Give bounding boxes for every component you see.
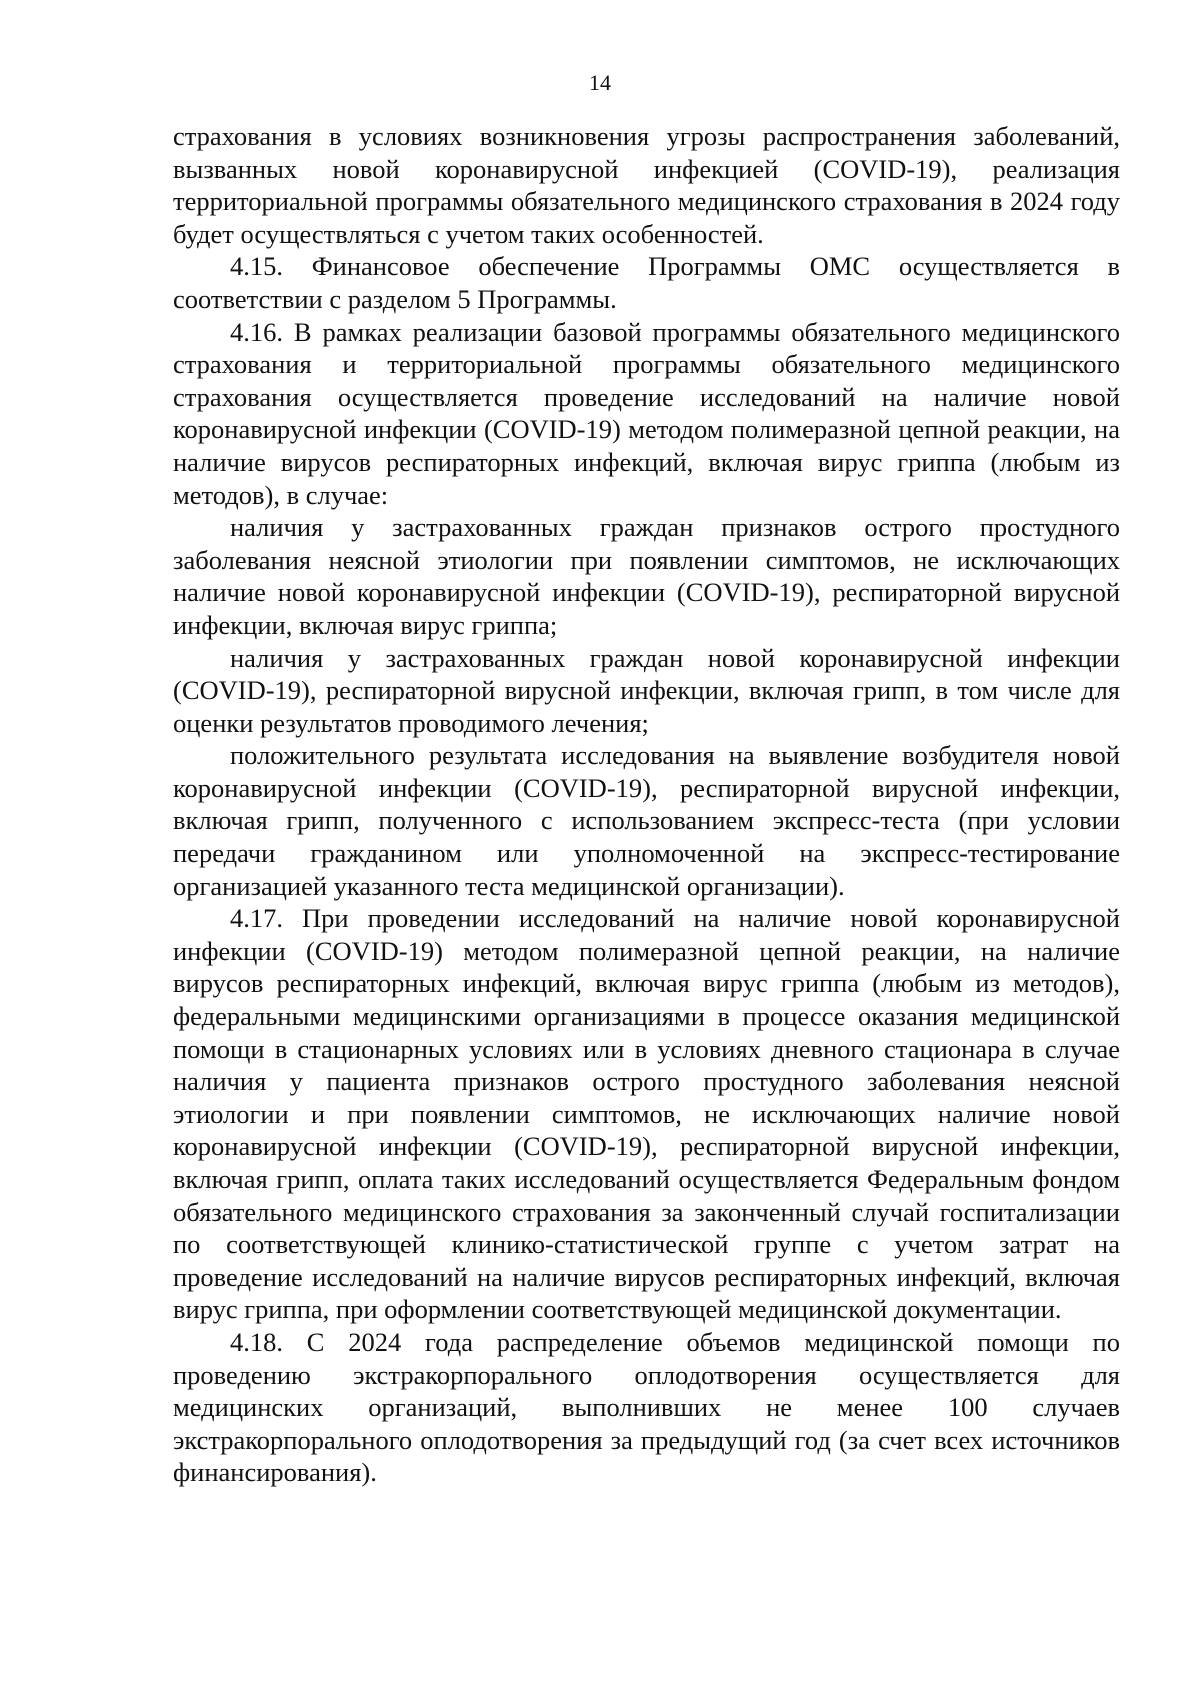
paragraph-continuation: страхования в условиях возникновения угрозы распространения заболеваний, вызванных новой коронавирусной инфекцией (COVID-19), реализация территориальной программы обязательного медицинского страхования в 2024 году будет осуществляться с учетом таких особенностей. bbox=[173, 121, 1120, 249]
paragraph-4-15: 4.15. Финансовое обеспечение Программы ОМС осуществляется в соответствии с разделом 5 Программы. bbox=[173, 251, 1120, 314]
page-number: 14 bbox=[589, 70, 611, 95]
list-item-infection: наличия у застрахованных граждан новой коронавирусной инфекции (COVID-19), респираторной вирусной инфекции, включая грипп, в том числе для оценки результатов проводимого лечения; bbox=[173, 642, 1120, 738]
paragraph-4-16: 4.16. В рамках реализации базовой программы обязательного медицинского страхования и территориальной программы обязательного медицинского страхования осуществляется проведение исследований на наличие новой коронавирусной инфекции (COVID-19) методом полимеразной цепной реакции, на наличие вирусов респираторных инфекций, включая вирус гриппа (любым из методов), в случае: bbox=[173, 316, 1120, 510]
list-item-symptoms: наличия у застрахованных граждан признаков острого простудного заболевания неясной этиологии при появлении симптомов, не исключающих наличие новой коронавирусной инфекции (COVID-19), респираторной вирусной инфекции, включая вирус гриппа; bbox=[173, 512, 1120, 640]
list-item-express-test: положительного результата исследования на выявление возбудителя новой коронавирусной инфекции (COVID-19), респираторной вирусной инфекции, включая грипп, полученного с использованием экспресс-теста (при условии передачи гражданином или уполномоченной на экспресс-тестирование организацией указанного теста медицинской организации). bbox=[173, 740, 1120, 901]
document-body bbox=[173, 120, 1120, 1489]
paragraph-4-18: 4.18. С 2024 года распределение объемов медицинской помощи по проведению экстракорпорального оплодотворения осуществляется для медицинских организаций, выполнивших не менее 100 случаев экстракорпорального оплодотворения за предыдущий год (за счет всех источников финансирования). bbox=[173, 1326, 1120, 1488]
paragraph-4-17: 4.17. При проведении исследований на наличие новой коронавирусной инфекции (COVID-19) методом полимеразной цепной реакции, на наличие вирусов респираторных инфекций, включая вирус гриппа (любым из методов), федеральными медицинскими организациями в процессе оказания медицинской помощи в стационарных условиях или в условиях дневного стационара в случае наличия у пациента признаков острого простудного заболевания неясной этиологии и при появлении симптомов, не исключающих наличие новой коронавирусной инфекции (COVID-19), респираторной вирусной инфекции, включая грипп, оплата таких исследований осуществляется Федеральным фондом обязательного медицинского страхования за законченный случай госпитализации по соответствующей клинико-статистической группе с учетом затрат на проведение исследований на наличие вирусов респираторных инфекций, включая вирус гриппа, при оформлении соответствующей медицинской документации. bbox=[173, 903, 1120, 1325]
